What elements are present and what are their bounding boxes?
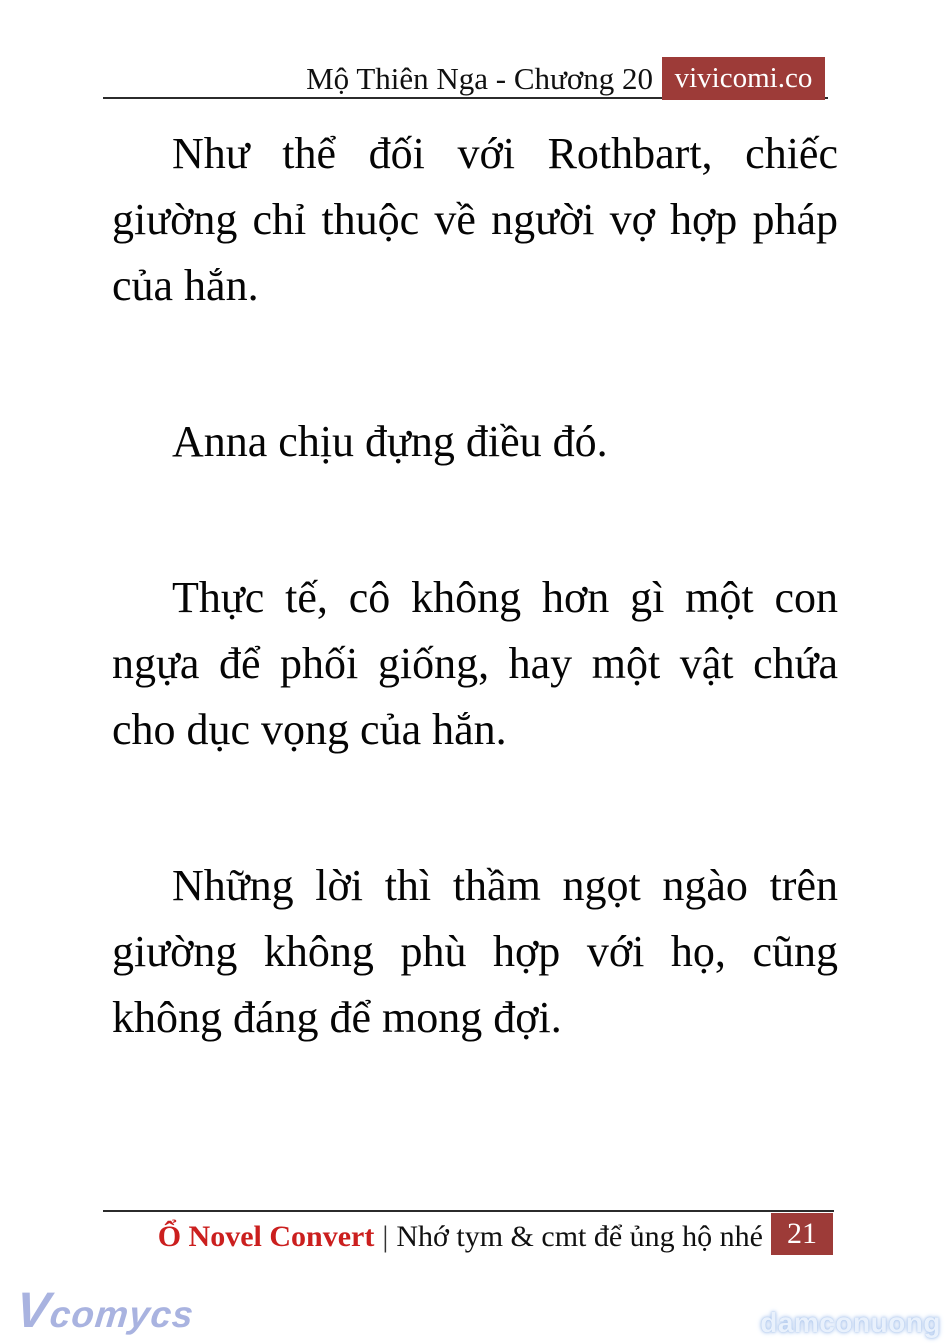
footer-brand: Ổ Novel Convert — [157, 1220, 375, 1253]
footer-separator: | — [382, 1220, 389, 1253]
watermark-damconuong: damconuong — [760, 1307, 941, 1338]
chapter-title: Mộ Thiên Nga - Chương 20 — [306, 61, 653, 96]
site-badge: vivicomi.co — [662, 57, 825, 100]
footer-divider — [103, 1210, 834, 1212]
paragraph: Thực tế, cô không hơn gì một con ngựa để phối giống, hay một vật chứa cho dục vọng của hắn. — [112, 573, 838, 754]
paragraph: Những lời thì thầm ngọt ngào trên giường không phù hợp với họ, cũng không đáng để mong đợi. — [112, 861, 838, 1042]
page-number-badge: 21 — [771, 1213, 833, 1255]
watermark-vcomycs: Vcomycs — [13, 1282, 197, 1338]
chapter-text — [112, 121, 838, 1141]
paragraph: Anna chịu đựng điều đó. — [172, 417, 608, 466]
paragraph: Như thể đối với Rothbart, chiếc giường chỉ thuộc về người vợ hợp pháp của hắn. — [112, 129, 838, 310]
footer-credit — [158, 1218, 763, 1256]
footer-message: Nhớ tym & cmt để ủng hộ nhé — [396, 1220, 763, 1253]
